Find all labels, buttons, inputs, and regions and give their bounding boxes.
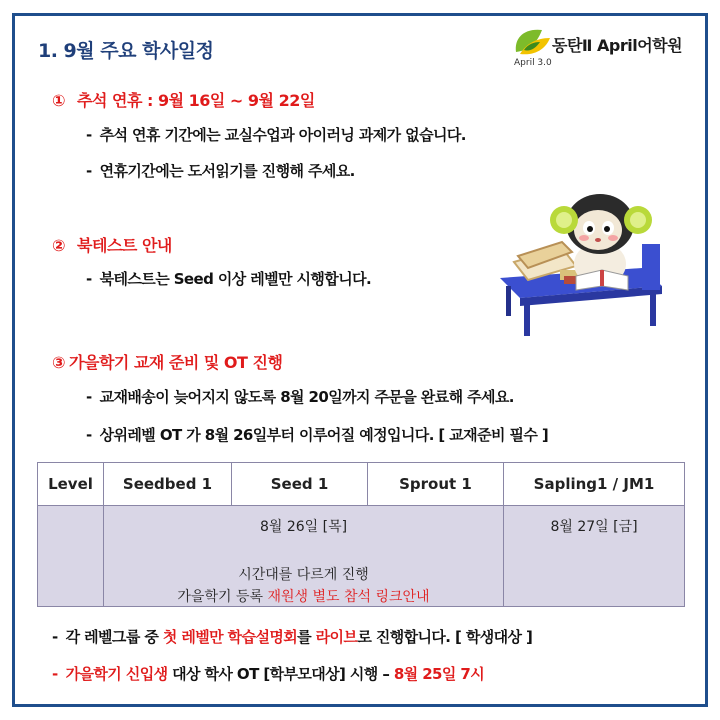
note-highlight: 8월 25일 7시: [393, 665, 485, 683]
column-header: Level: [38, 463, 104, 506]
bullet-text: 상위레벨 OT 가 8월 26일부터 이루어질 예정입니다. [ 교재준비 필수 ]: [99, 426, 549, 444]
note-text: 각 레벨그룹 중: [65, 628, 163, 646]
bullet-text: 북테스트는 Seed 이상 레벨만 시행합니다.: [99, 270, 372, 288]
note-highlight: 라이브: [315, 628, 358, 646]
schedule-table: [37, 462, 685, 607]
table-header-row: [38, 463, 685, 506]
note-text: 를: [297, 628, 316, 646]
footer-note-1: [52, 626, 532, 647]
table-row: [38, 506, 685, 607]
logo-sub-text: April 3.0: [514, 58, 552, 68]
group-1-date: 8월 26일 [목]: [259, 519, 348, 535]
group-1-cell: [104, 506, 504, 607]
academy-logo: [512, 24, 712, 74]
section-1-bullet-2: - 연휴기간에는 도서읽기를 진행해 주세요.: [86, 162, 355, 180]
group-1-note: 시간대를 다르게 진행: [238, 567, 369, 583]
dash: -: [52, 665, 58, 683]
level-cell: [38, 506, 104, 607]
note-text: 로 진행합니다. [ 학생대상 ]: [357, 628, 533, 646]
section-3-heading: [52, 350, 282, 373]
section-1-number: ①: [52, 91, 66, 110]
bullet-text: 추석 연휴 기간에는 교실수업과 아이러닝 과제가 없습니다.: [99, 126, 466, 144]
logo-brand-text: 동탄Ⅱ April어학원: [552, 36, 683, 55]
group-1-registration-note: [104, 586, 503, 606]
bullet-text: 연휴기간에는 도서읽기를 진행해 주세요.: [99, 162, 355, 180]
section-2-number: ②: [52, 236, 66, 255]
column-header: Seedbed 1: [104, 463, 232, 506]
column-header: Sprout 1: [368, 463, 504, 506]
section-3-heading-text: 가을학기 교재 준비 및 OT 진행: [69, 353, 283, 372]
section-1-bullet-1: - 추석 연휴 기간에는 교실수업과 아이러닝 과제가 없습니다.: [86, 126, 466, 144]
dash: -: [52, 628, 58, 646]
section-3-bullet-1: - 교재배송이 늦어지지 않도록 8월 20일까지 주문을 완료해 주세요.: [86, 388, 514, 406]
section-1-heading-text: 추석 연휴 : 9월 16일 ~ 9월 22일: [77, 91, 315, 110]
section-2-heading-text: 북테스트 안내: [77, 236, 172, 255]
character-reading-illustration: [492, 190, 692, 340]
group-2-date: 8월 27일 [금]: [550, 519, 638, 535]
column-header: Seed 1: [232, 463, 368, 506]
section-3-bullet-2: - 상위레벨 OT 가 8월 26일부터 이루어질 예정입니다. [ 교재준비 필수 ]: [86, 426, 549, 444]
section-1-heading: [52, 88, 315, 111]
section-3-number: ③: [52, 353, 66, 372]
page-title: 1. 9월 주요 학사일정: [38, 40, 214, 62]
logo-mark-icon: [512, 26, 552, 58]
section-2-heading: [52, 233, 172, 256]
bullet-text: 교재배송이 늦어지지 않도록 8월 20일까지 주문을 완료해 주세요.: [99, 388, 514, 406]
note-highlight: 첫 레벨만 학습설명회: [162, 628, 298, 646]
column-header: Sapling1 / JM1: [504, 463, 685, 506]
footer-note-2: [52, 663, 484, 684]
section-2-bullet-1: - 북테스트는 Seed 이상 레벨만 시행합니다.: [86, 270, 372, 288]
note-highlight: 가을학기 신입생: [65, 665, 168, 683]
note-text: 대상 학사 OT [학부모대상] 시행 –: [167, 665, 394, 683]
note-text: 가을학기 등록: [177, 589, 268, 605]
note-highlight: 재원생 별도 참석 링크안내: [267, 589, 430, 605]
group-2-cell: [504, 506, 685, 607]
